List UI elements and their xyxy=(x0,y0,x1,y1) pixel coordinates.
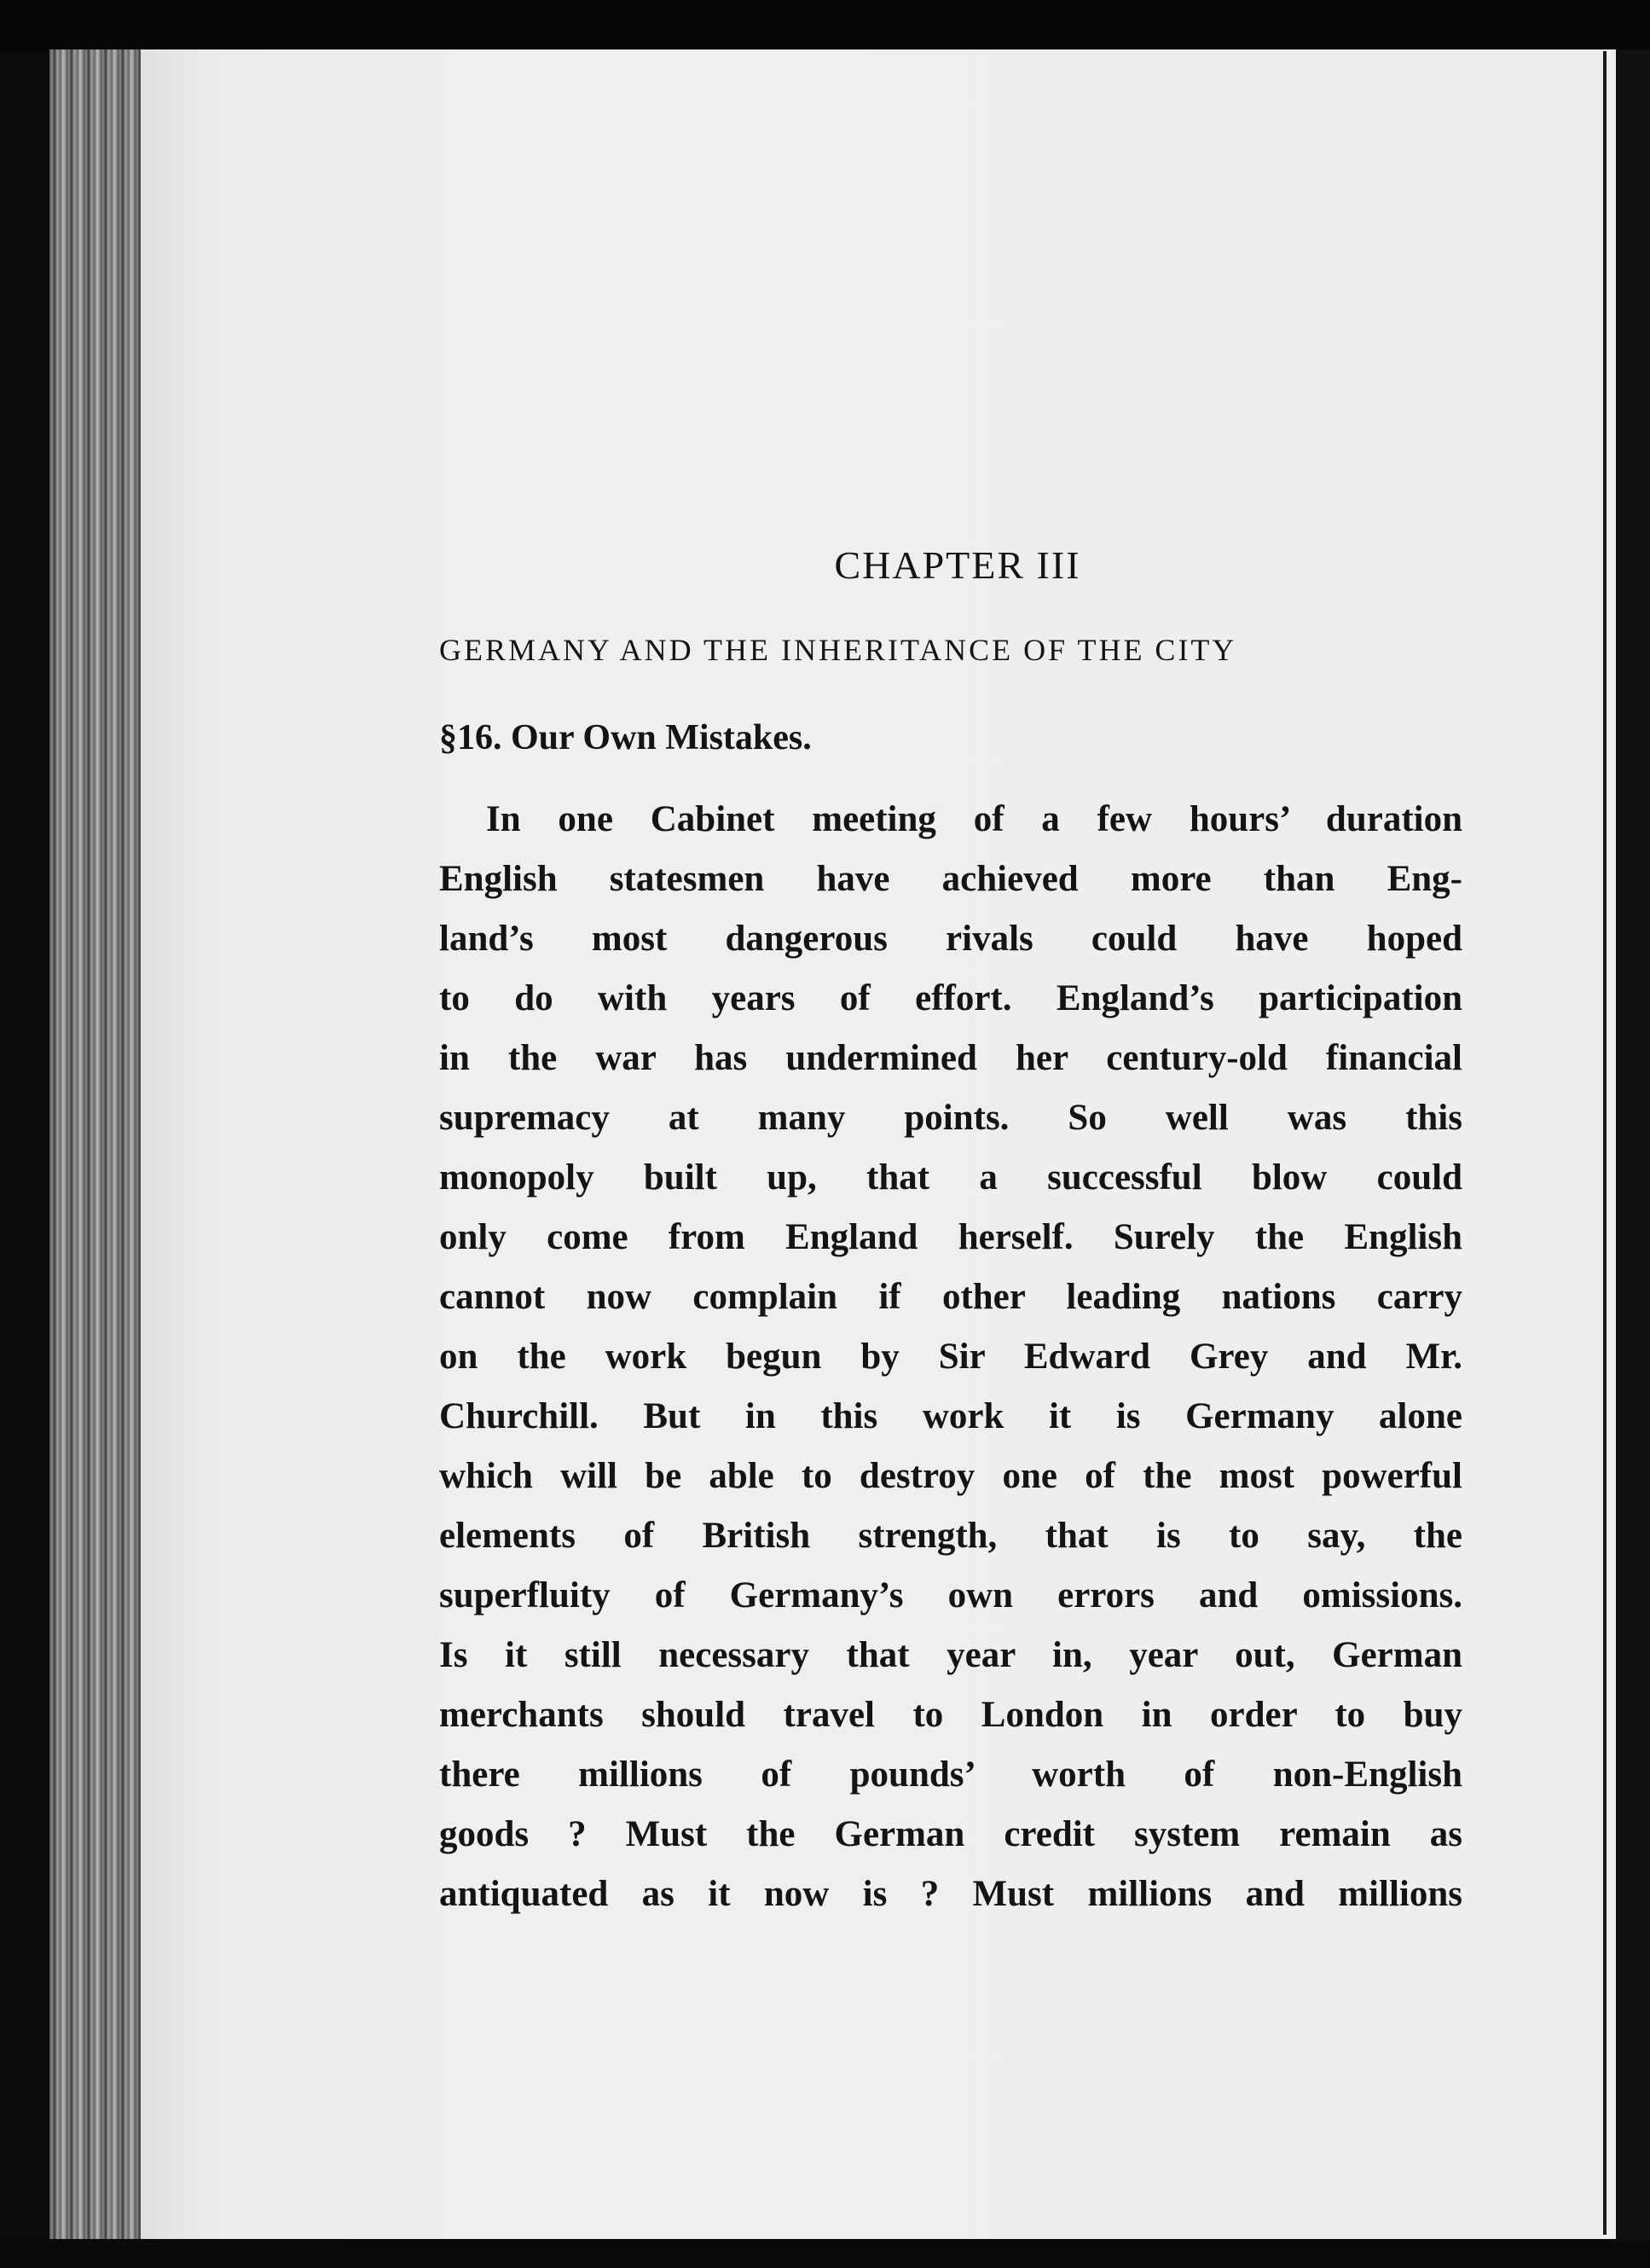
body-line: superfluity of Germany’s own errors and omissions. xyxy=(439,1575,1462,1615)
body-line: Is it still necessary that year in, year out, German xyxy=(439,1635,1462,1675)
chapter-subtitle: GERMANY AND THE INHERITANCE OF THE CITY xyxy=(439,633,1237,667)
body-line: there millions of pounds’ worth of non-English xyxy=(439,1755,1462,1795)
body-line: which will be able to destroy one of the most powerful xyxy=(439,1456,1462,1496)
scan-top-border xyxy=(0,0,1650,53)
section-heading: §16. Our Own Mistakes. xyxy=(439,718,812,757)
body-line: English statesmen have achieved more than Eng- xyxy=(439,859,1462,899)
page-right-edge xyxy=(1603,51,1607,2235)
body-line: supremacy at many points. So well was this xyxy=(439,1098,1462,1138)
body-line: elements of British strength, that is to say, the xyxy=(439,1516,1462,1556)
body-line: In one Cabinet meeting of a few hours’ duration xyxy=(486,799,1462,839)
scan-right-border xyxy=(1616,49,1650,2268)
body-line: only come from England herself. Surely the English xyxy=(439,1217,1462,1257)
body-line: merchants should travel to London in order to buy xyxy=(439,1695,1462,1735)
body-line: cannot now complain if other leading nations carry xyxy=(439,1277,1462,1317)
body-line: on the work begun by Sir Edward Grey and Mr. xyxy=(439,1337,1462,1377)
body-line: goods ? Must the German credit system remain as xyxy=(439,1814,1462,1854)
page-content xyxy=(439,543,1462,1924)
body-line: antiquated as it now is ? Must millions and millions xyxy=(439,1874,1462,1914)
body-line: Churchill. But in this work it is Germany alone xyxy=(439,1396,1462,1436)
chapter-title: CHAPTER III xyxy=(834,543,1081,587)
scan-bottom-border xyxy=(0,2239,1650,2268)
body-line: land’s most dangerous rivals could have hoped xyxy=(439,919,1462,959)
body-text xyxy=(439,790,1462,1924)
body-line: in the war has undermined her century-old financial xyxy=(439,1038,1462,1078)
body-line: to do with years of effort. England’s participation xyxy=(439,978,1462,1018)
body-line: monopoly built up, that a successful blow could xyxy=(439,1157,1462,1198)
